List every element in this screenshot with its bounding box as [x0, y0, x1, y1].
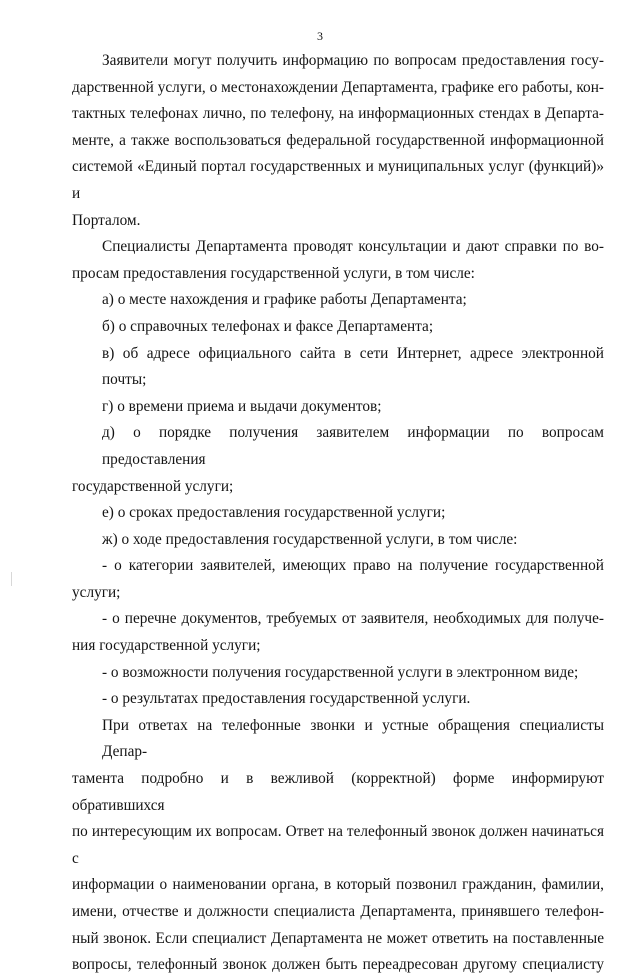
text-line: имени, отчестве и должности специалиста Департамента, принявшего телефон- [72, 903, 604, 920]
sub-list-item: - о категории заявителей, имеющих право на получение государственной [102, 557, 604, 575]
text-line: менте, а также воспользоваться федеральной государственной информационной [72, 131, 604, 149]
text-line: При ответах на телефонные звонки и устные обращения специалисты Депар- [102, 716, 604, 761]
text-line: тактных телефонах лично, по телефону, на информационных стендах в Департа- [72, 105, 604, 123]
sub-list-item: - о перечне документов, требуемых от заявителя, необходимых для получе- [102, 610, 604, 628]
text-line: государственной услуги; [72, 477, 234, 495]
text-line: ния государственной услуги; [72, 637, 261, 655]
page-number: 3 [317, 29, 323, 43]
list-item: д) о порядке получения заявителем информации по вопросам предоставления [102, 424, 604, 468]
text-line: ный звонок. Если специалист Департамента не может ответить на поставленные [72, 929, 604, 947]
text-line: информации о наименовании органа, в который позвонил гражданин, фамилии, [72, 876, 604, 894]
scan-margin-mark [11, 572, 12, 586]
sub-list-item: - о результатах предоставления государственной услуги. [102, 690, 471, 708]
list-item: б) о справочных телефонах и факсе Департамента; [102, 317, 434, 335]
list-item: в) об адресе официального сайта в сети Интернет, адресе электронной почты; [102, 344, 604, 389]
text-line: тамента подробно и в вежливой (корректной) форме информируют обратившихся [72, 770, 604, 814]
text-line: Специалисты Департамента проводят консультации и дают справки по во- [102, 238, 604, 256]
list-item: е) о сроках предоставления государственной услуги; [102, 504, 446, 522]
list-item: а) о месте нахождения и графике работы Департамента; [102, 291, 467, 309]
body-text [72, 48, 604, 979]
text-line: дарственной услуги, о местонахождении Департамента, графике его работы, кон- [72, 78, 604, 96]
text-line: Порталом. [72, 211, 141, 229]
text-line: системой «Единый портал государственных и муниципальных услуг (функций)» и [72, 158, 604, 202]
text-line: Заявители могут получить информацию по вопросам предоставления госу- [102, 52, 604, 69]
list-item: ж) о ходе предоставления государственной услуги, в том числе: [102, 530, 518, 548]
text-line: услуги; [72, 583, 121, 601]
text-line: просам предоставления государственной услуги, в том числе: [72, 264, 475, 282]
text-line: по интересующим их вопросам. Ответ на телефонный звонок должен начинаться с [72, 823, 604, 867]
sub-list-item: - о возможности получения государственной услуги в электронном виде; [102, 663, 579, 681]
text-line: вопросы, телефонный звонок должен быть переадресован другому специалисту [72, 956, 604, 974]
list-item: г) о времени приема и выдачи документов; [102, 397, 382, 415]
